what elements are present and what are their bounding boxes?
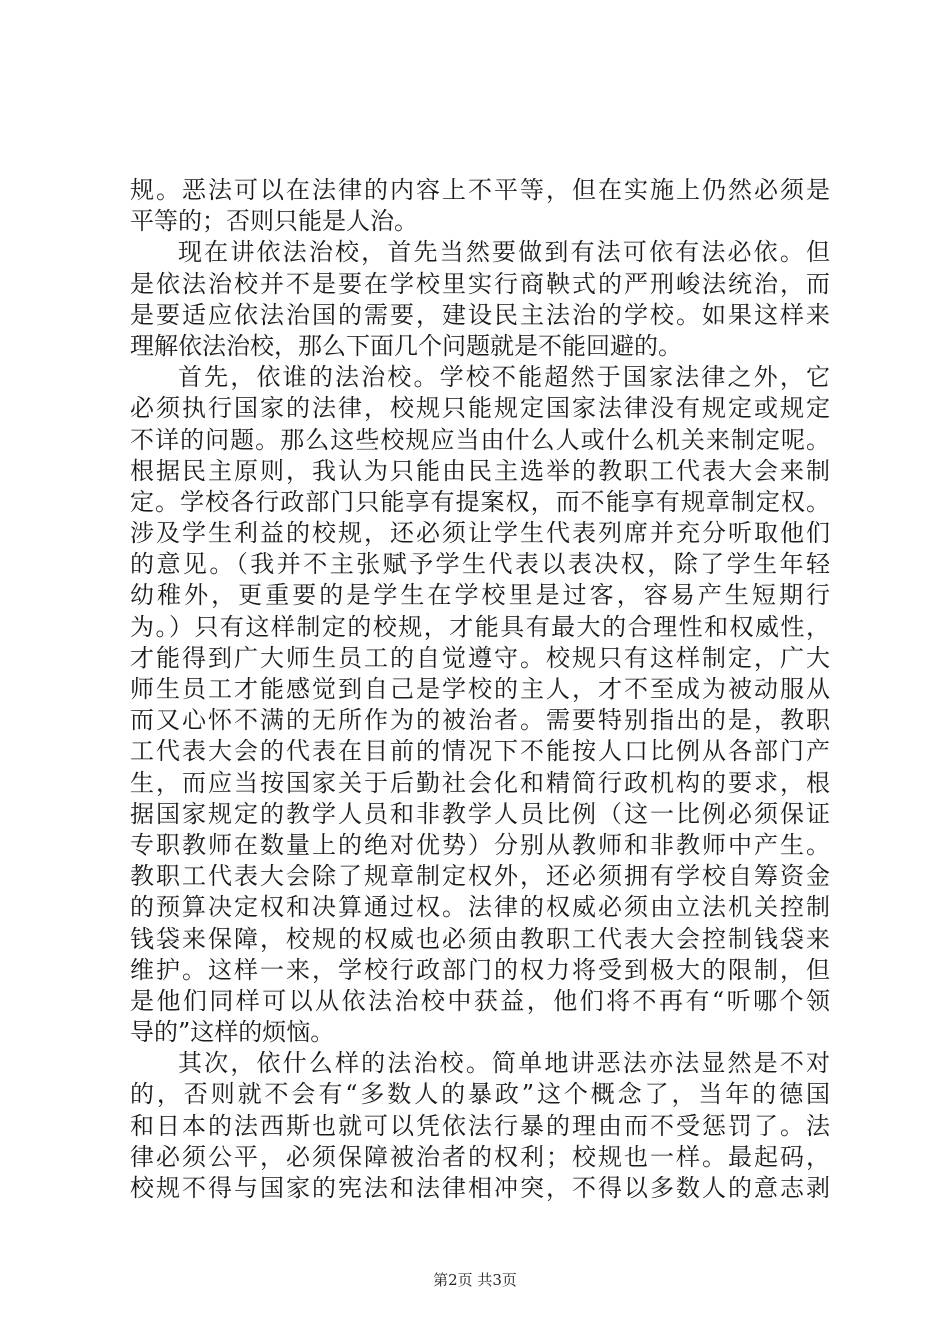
text-line: 定。学校各行政部门只能享有提案权，而不能享有规章制定权。 xyxy=(130,487,830,516)
text-line: 钱袋来保障，校规的权威也必须由教职工代表大会控制钱袋来 xyxy=(130,924,830,953)
text-line: 规。恶法可以在法律的内容上不平等，但在实施上仍然必须是 xyxy=(130,176,830,204)
text-line: 必须执行国家的法律，校规只能规定国家法律没有规定或规定 xyxy=(130,394,830,423)
text-line: 现在讲依法治校，首先当然要做到有法可依有法必依。但 xyxy=(178,238,830,267)
text-line: 其次，依什么样的法治校。简单地讲恶法亦法显然是不对 xyxy=(178,1049,830,1078)
text-line: 是依法治校并不是要在学校里实行商鞅式的严刑峻法统治，而 xyxy=(130,269,830,298)
text-line: 不详的问题。那么这些校规应当由什么人或什么机关来制定呢。 xyxy=(130,425,830,454)
text-line: 导的”这样的烦恼。 xyxy=(130,1018,335,1047)
text-line: 理解依法治校，那么下面几个问题就是不能回避的。 xyxy=(130,331,682,360)
text-line: 为。）只有这样制定的校规，才能具有最大的合理性和权威性， xyxy=(130,612,830,641)
text-line: 维护。这样一来，学校行政部门的权力将受到极大的限制，但 xyxy=(130,955,830,984)
text-line: 是他们同样可以从依法治校中获益，他们将不再有“听哪个领 xyxy=(130,986,830,1015)
text-line: 律必须公平，必须保障被治者的权利；校规也一样。最起码， xyxy=(130,1142,830,1171)
text-line: 的预算决定权和决算通过权。法律的权威必须由立法机关控制 xyxy=(130,893,830,922)
text-line: 专职教师在数量上的绝对优势）分别从教师和非教师中产生。 xyxy=(130,830,830,859)
text-line: 平等的；否则只能是人治。 xyxy=(130,207,418,236)
text-line: 涉及学生利益的校规，还必须让学生代表列席并充分听取他们 xyxy=(130,519,830,548)
text-line: 教职工代表大会除了规章制定权外，还必须拥有学校自筹资金 xyxy=(130,862,830,891)
text-line: 幼稚外，更重要的是学生在学校里是过客，容易产生短期行 xyxy=(130,581,830,610)
text-line: 的意见。（我并不主张赋予学生代表以表决权，除了学生年轻 xyxy=(130,550,830,579)
page-footer: 第2页 共3页 xyxy=(433,1271,517,1289)
text-line: 首先，依谁的法治校。学校不能超然于国家法律之外，它 xyxy=(178,363,830,392)
text-line: 据国家规定的教学人员和非教学人员比例（这一比例必须保证 xyxy=(130,799,830,828)
text-line: 是要适应依法治国的需要，建设民主法治的学校。如果这样来 xyxy=(130,300,830,329)
text-line: 才能得到广大师生员工的自觉遵守。校规只有这样制定，广大 xyxy=(130,643,830,672)
text-line: 而又心怀不满的无所作为的被治者。需要特别指出的是，教职 xyxy=(130,706,830,735)
body-text xyxy=(130,175,830,1204)
text-line: 工代表大会的代表在目前的情况下不能按人口比例从各部门产 xyxy=(130,737,830,766)
text-line: 根据民主原则，我认为只能由民主选举的教职工代表大会来制 xyxy=(130,456,830,485)
text-line: 师生员工才能感觉到自己是学校的主人，才不至成为被动服从 xyxy=(130,675,830,703)
text-line: 的，否则就不会有“多数人的暴政”这个概念了，当年的德国 xyxy=(130,1080,830,1109)
text-line: 和日本的法西斯也就可以凭依法行暴的理由而不受惩罚了。法 xyxy=(130,1111,830,1140)
text-line: 校规不得与国家的宪法和法律相冲突，不得以多数人的意志剥 xyxy=(130,1174,830,1202)
text-line: 生，而应当按国家关于后勤社会化和精简行政机构的要求，根 xyxy=(130,768,830,797)
